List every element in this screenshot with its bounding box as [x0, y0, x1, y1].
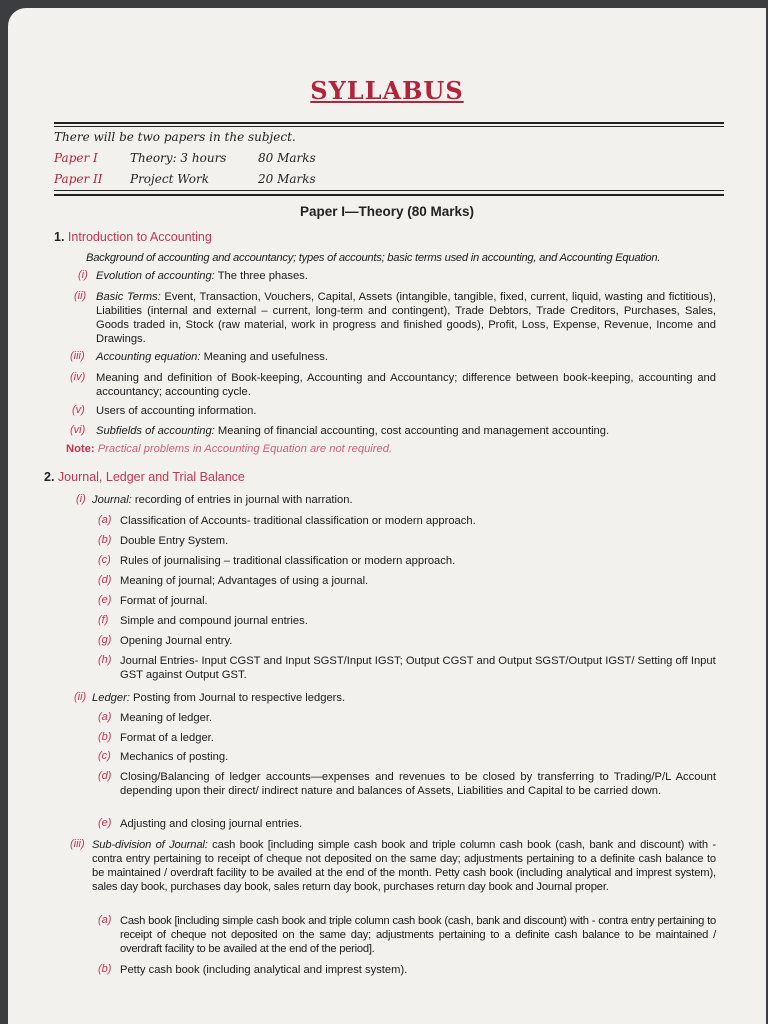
syllabus-page — [8, 8, 766, 1024]
s2-iii-b: Petty cash book (including analytical and imprest system). — [120, 964, 408, 976]
s2-ii-e-label: (e) — [98, 817, 112, 829]
s1-item-6-text: Meaning of financial accounting, cost accounting and management accounting. — [214, 425, 610, 437]
s2-ii-e: Adjusting and closing journal entries. — [120, 818, 303, 830]
s2-ii-label: (ii) — [74, 691, 87, 703]
s2-iii-label: (iii) — [70, 838, 85, 850]
paper-1-marks: 80 Marks — [258, 151, 316, 165]
s2-i-e: Format of journal. — [120, 595, 208, 607]
s1-item-1-label: (i) — [78, 269, 88, 281]
s2-i-f-label: (f) — [98, 614, 109, 626]
s2-ii-a: Meaning of ledger. — [120, 712, 213, 724]
section-2-title: Journal, Ledger and Trial Balance — [57, 470, 245, 484]
s2-iii — [92, 838, 716, 894]
section-2-number: 2. — [44, 470, 55, 484]
s2-iii-a-label: (a) — [98, 914, 112, 926]
s1-item-6 — [96, 424, 716, 438]
paper-1-type: Theory: 3 hours — [130, 151, 227, 165]
s2-i-b: Double Entry System. — [120, 535, 229, 547]
s1-item-2-label: (ii) — [74, 290, 87, 302]
s2-i-a-label: (a) — [98, 514, 112, 526]
s2-ii-a-label: (a) — [98, 711, 112, 723]
s2-ii-c-label: (c) — [98, 750, 111, 762]
section-1-title: Introduction to Accounting — [67, 230, 212, 244]
s1-item-6-label: (vi) — [70, 424, 86, 436]
s2-i-g: Opening Journal entry. — [120, 635, 233, 647]
s2-ii-text: Posting from Journal to respective ledgers. — [129, 692, 346, 704]
s1-item-3-head: Accounting equation: — [96, 351, 201, 363]
s2-i-h: Journal Entries- Input CGST and Input SGST/Input IGST; Output CGST and Output SGST/Output IGST/ Setting off Input GST against Output GST. — [120, 655, 716, 681]
s2-i-h-label: (h) — [98, 654, 112, 666]
s1-item-3 — [96, 350, 716, 364]
s1-item-4-label: (iv) — [70, 371, 86, 383]
s1-item-5: Users of accounting information. — [96, 405, 257, 417]
s1-item-2-head: Basic Terms: — [96, 291, 161, 303]
paper-2-marks: 20 Marks — [258, 172, 316, 186]
s2-i — [92, 493, 712, 507]
s2-i-g-label: (g) — [98, 634, 112, 646]
s2-i-c-label: (c) — [98, 554, 111, 566]
s2-i-a: Classification of Accounts- traditional classification or modern approach. — [120, 515, 476, 527]
s1-item-1-text: The three phases. — [214, 270, 308, 282]
s2-i-f: Simple and compound journal entries. — [120, 615, 308, 627]
s2-ii-c: Mechanics of posting. — [120, 751, 229, 763]
s2-iii-b-label: (b) — [98, 963, 112, 975]
s2-i-c: Rules of journalising – traditional classification or modern approach. — [120, 555, 456, 567]
bottom-rule — [54, 194, 724, 196]
bottom-rule-thin — [54, 190, 724, 191]
s1-item-2-text: Event, Transaction, Vouchers, Capital, Assets (intangible, tangible, fixed, current, liquid, wasting and fictitious), Liabilities (internal and external – current, long-term and contingent), Trade Debtors, Trade Creditors, Purchases, Sales, Goods traded in, Stock (raw material, work in progress and finished goods), Profit, Loss, Expense, Revenue, Income and Drawings. — [96, 291, 716, 345]
top-rule — [54, 122, 724, 124]
s1-item-3-label: (iii) — [70, 350, 85, 362]
s2-ii-d-label: (d) — [98, 770, 112, 782]
s2-i-b-label: (b) — [98, 534, 112, 546]
s2-ii-head: Ledger: — [92, 692, 130, 704]
paper-1-label: Paper I — [54, 151, 98, 165]
paper-2-label: Paper II — [54, 172, 103, 186]
s1-note-text: Practical problems in Accounting Equation are not required. — [97, 443, 393, 455]
s2-ii-d: Closing/Balancing of ledger accounts—expenses and revenues to be closed by transferring to Trading/P/L Account depending upon their direct/ indirect nature and balances of Assets, Liabilities and Capital to be carried down. — [120, 771, 716, 797]
s2-iii-head: Sub-division of Journal: — [92, 839, 208, 851]
s1-note — [66, 442, 716, 456]
s2-i-label: (i) — [76, 493, 86, 505]
s2-i-head: Journal: — [92, 494, 132, 506]
s1-item-5-label: (v) — [72, 404, 85, 416]
s2-ii-b: Format of a ledger. — [120, 732, 214, 744]
s1-item-1-head: Evolution of accounting: — [96, 270, 215, 282]
top-rule-thin — [54, 126, 724, 127]
paper-1-heading: Paper I—Theory (80 Marks) — [299, 204, 475, 219]
s2-iii-a: Cash book [including simple cash book and triple column cash book (cash, bank and discount) with - contra entry pertaining to receipt of cheque not deposited on the same day; adjustments pertaining to a definite cash balance to be maintained / overdraft facility to be availed at the end of the period]. — [120, 915, 716, 955]
section-1-heading — [54, 230, 212, 244]
s1-item-4: Meaning and definition of Book-keeping, Accounting and Accountancy; difference between book-keeping, accounting and accountancy; accounting cycle. — [96, 372, 716, 398]
s1-item-6-head: Subfields of accounting: — [96, 425, 215, 437]
s1-item-1 — [96, 269, 716, 283]
s2-ii-b-label: (b) — [98, 731, 112, 743]
s1-note-label: Note: — [66, 443, 95, 455]
papers-intro: There will be two papers in the subject. — [54, 130, 296, 144]
page-title: SYLLABUS — [310, 76, 464, 105]
s1-item-3-text: Meaning and usefulness. — [200, 351, 328, 363]
s2-iii-text: cash book [including simple cash book and triple column cash book (cash, bank and discount) with - contra entry pertaining to receipt of cheque not deposited on the same day; adjustments pertaining to a definite cash balance to be maintained / overdraft facility to be availed at the end of the month. Petty cash book (including analytical and imprest system), sales day book, purchases day book, sales return day book, purchases return day book and Journal proper. — [92, 839, 716, 893]
section-2-heading — [44, 470, 245, 484]
section-1-number: 1. — [54, 230, 65, 244]
s2-i-text: recording of entries in journal with narration. — [131, 494, 353, 506]
paper-2-type: Project Work — [130, 172, 209, 186]
s2-i-d: Meaning of journal; Advantages of using a journal. — [120, 575, 369, 587]
s2-i-d-label: (d) — [98, 574, 112, 586]
s2-i-e-label: (e) — [98, 594, 112, 606]
s1-item-2 — [96, 290, 716, 346]
section-1-lead: Background of accounting and accountancy; types of accounts; basic terms used in accounting, and Accounting Equation. — [86, 252, 661, 264]
s2-ii — [92, 691, 712, 705]
